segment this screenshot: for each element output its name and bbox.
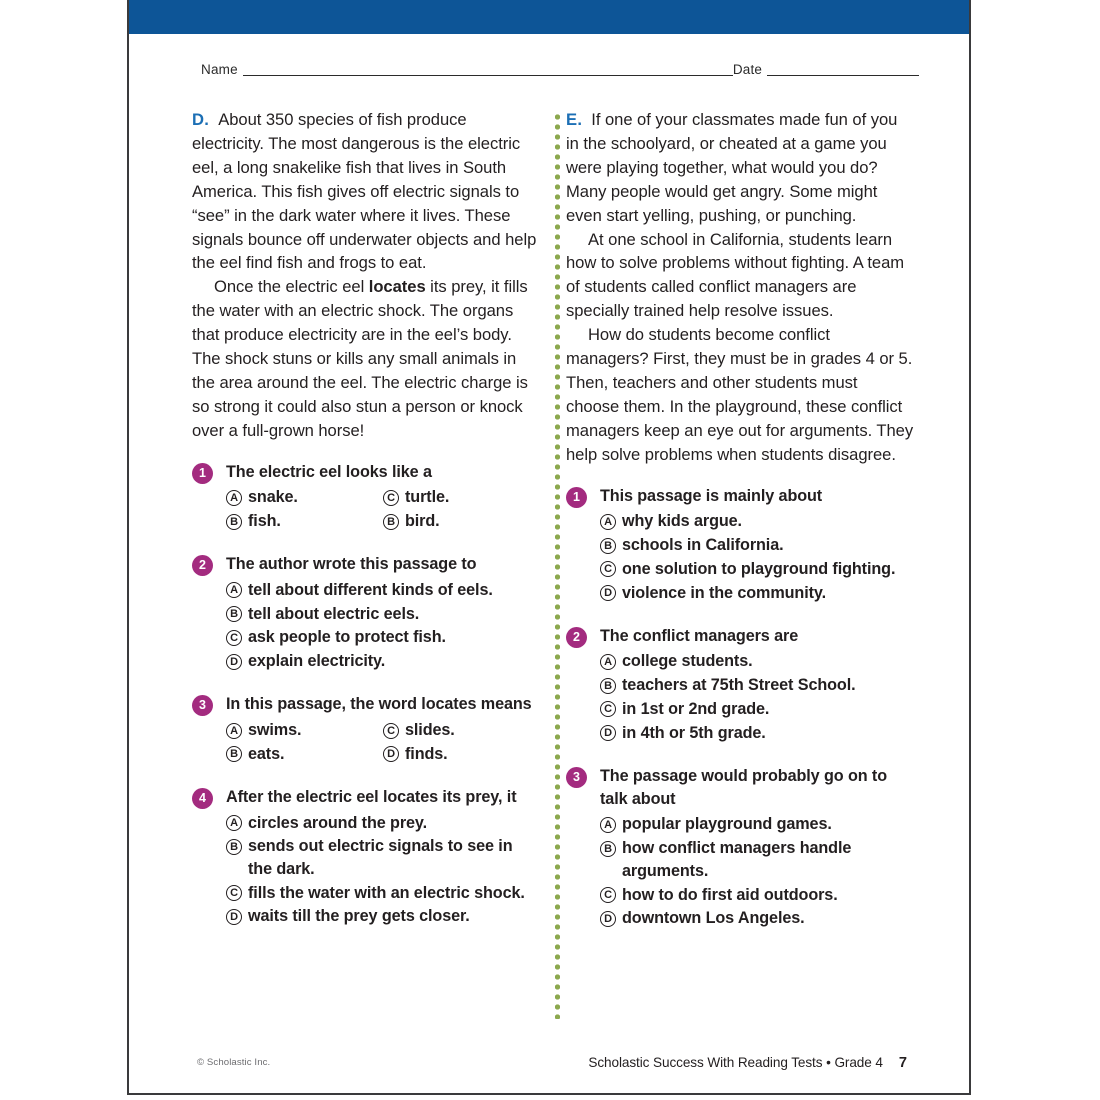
option-list — [226, 811, 540, 929]
question-body — [566, 485, 914, 605]
name-label: Name — [201, 61, 238, 77]
option-row[interactable] — [600, 907, 914, 931]
option-letter-icon: D — [226, 909, 242, 925]
question-body — [192, 693, 540, 766]
option-letter-icon: A — [600, 514, 616, 530]
right-passage — [566, 108, 914, 467]
section-letter-d: D. — [192, 110, 210, 129]
option-list — [600, 510, 914, 605]
right-column — [566, 108, 914, 951]
question-stem: This passage is mainly about — [600, 486, 823, 505]
question-item — [192, 786, 540, 929]
option-letter-icon: A — [600, 817, 616, 833]
option-letter-icon: C — [383, 723, 399, 739]
option-letter-icon: B — [226, 514, 242, 530]
right-paragraph-1 — [566, 108, 914, 228]
question-item — [192, 693, 540, 766]
option-list — [226, 718, 540, 766]
option-text: one solution to playground fighting. — [622, 559, 896, 578]
page-footer — [129, 1055, 969, 1075]
option-row[interactable] — [383, 509, 540, 533]
option-text: finds. — [405, 744, 448, 763]
question-number-badge: 3 — [566, 767, 587, 788]
option-letter-icon: D — [600, 585, 616, 601]
option-text: how to do first aid outdoors. — [622, 885, 838, 904]
option-text: in 1st or 2nd grade. — [622, 699, 770, 718]
header-bar — [129, 0, 969, 34]
question-number-badge: 1 — [566, 487, 587, 508]
option-text: teachers at 75th Street School. — [622, 676, 856, 695]
question-item — [192, 461, 540, 534]
question-number-badge: 3 — [192, 695, 213, 716]
option-text: tell about different kinds of eels. — [248, 580, 493, 599]
question-stem: The conflict managers are — [600, 626, 799, 645]
option-row[interactable] — [600, 533, 914, 557]
option-row[interactable] — [226, 835, 540, 881]
option-row[interactable] — [600, 557, 914, 581]
copyright-text: © Scholastic Inc. — [197, 1057, 271, 1068]
option-text: in 4th or 5th grade. — [622, 723, 766, 742]
option-row[interactable] — [226, 650, 540, 674]
footer-right-group — [588, 1055, 907, 1071]
page-number: 7 — [898, 1055, 907, 1071]
option-text: fills the water with an electric shock. — [248, 883, 525, 902]
option-text: fish. — [248, 512, 281, 531]
option-letter-icon: C — [226, 630, 242, 646]
option-row[interactable] — [226, 578, 540, 602]
right-paragraph-3: How do students become conflict managers? First, they must be in grades 4 or 5. Then, teachers and other students must choose them. In the playground, these conflict managers keep an eye out for arguments. They help solve problems when students disagree. — [566, 325, 914, 464]
option-letter-icon: B — [600, 678, 616, 694]
option-text: waits till the prey gets closer. — [248, 907, 470, 926]
option-row[interactable] — [226, 509, 383, 533]
option-letter-icon: C — [226, 885, 242, 901]
option-text: violence in the community. — [622, 583, 826, 602]
option-text: snake. — [248, 488, 298, 507]
option-row[interactable] — [600, 837, 914, 883]
question-stem: The electric eel looks like a — [226, 462, 432, 481]
option-text: slides. — [405, 720, 455, 739]
question-stem: The author wrote this passage to — [226, 555, 477, 574]
option-row[interactable] — [226, 742, 383, 766]
option-letter-icon: B — [226, 746, 242, 762]
question-item — [192, 553, 540, 673]
option-row[interactable] — [383, 742, 540, 766]
option-text: bird. — [405, 512, 440, 531]
question-body — [192, 461, 540, 534]
option-letter-icon: A — [226, 723, 242, 739]
option-letter-icon: B — [383, 514, 399, 530]
option-row[interactable] — [600, 721, 914, 745]
option-row[interactable] — [383, 486, 540, 510]
option-list — [226, 486, 540, 534]
left-paragraph-1-text: About 350 species of fish produce electricity. The most dangerous is the electric eel, a long snakelike fish that lives in South America. This fish gives off electric signals to “see” in the dark water where it lives. These signals bounce off underwater objects and help the eel find fish and frogs to eat. — [192, 110, 537, 273]
left-passage — [192, 108, 540, 443]
option-list — [226, 578, 540, 673]
keyword-locates: locates — [421, 695, 477, 714]
option-text: how conflict managers handle arguments. — [622, 839, 852, 880]
question-item — [566, 485, 914, 605]
option-row[interactable] — [226, 881, 540, 905]
left-paragraph-2 — [192, 275, 540, 442]
question-stem: After the electric eel locates its prey, it — [226, 787, 517, 806]
option-row[interactable] — [226, 602, 540, 626]
question-body — [566, 765, 914, 931]
option-row[interactable] — [600, 697, 914, 721]
question-stem — [226, 693, 540, 716]
option-row[interactable] — [600, 883, 914, 907]
question-stem: The passage would probably go on to talk about — [600, 766, 887, 808]
option-letter-icon: C — [383, 490, 399, 506]
name-date-row — [201, 62, 913, 76]
date-input-line[interactable] — [767, 62, 919, 76]
option-text: downtown Los Angeles. — [622, 909, 805, 928]
option-letter-icon: C — [600, 701, 616, 717]
question-number-badge: 2 — [192, 555, 213, 576]
option-row[interactable] — [600, 650, 914, 674]
option-row[interactable] — [226, 626, 540, 650]
question-item — [566, 625, 914, 745]
question-body — [192, 553, 540, 673]
question-body — [192, 786, 540, 929]
left-paragraph-2-before: Once the electric eel — [214, 277, 369, 297]
columns-container — [129, 108, 969, 1018]
left-column — [192, 108, 540, 949]
option-letter-icon: B — [600, 841, 616, 857]
option-letter-icon: B — [226, 606, 242, 622]
option-letter-icon: A — [226, 490, 242, 506]
date-label: Date — [732, 61, 763, 77]
option-text: ask people to protect fish. — [248, 628, 446, 647]
option-text: eats. — [248, 744, 285, 763]
option-row[interactable] — [600, 581, 914, 605]
option-letter-icon: D — [600, 725, 616, 741]
option-text: popular playground games. — [622, 815, 832, 834]
option-row[interactable] — [226, 811, 540, 835]
option-row[interactable] — [226, 486, 383, 510]
section-letter-e: E. — [566, 110, 583, 129]
question-number-badge: 1 — [192, 463, 213, 484]
option-list — [600, 813, 914, 931]
question-number-badge: 2 — [566, 627, 587, 648]
option-row[interactable] — [600, 674, 914, 698]
option-text: tell about electric eels. — [248, 604, 420, 623]
question-stem-before: In this passage, the word — [226, 695, 422, 714]
option-text: schools in California. — [622, 535, 784, 554]
option-letter-icon: B — [226, 839, 242, 855]
option-list — [600, 650, 914, 745]
option-text: turtle. — [405, 488, 450, 507]
question-body — [566, 625, 914, 745]
option-row[interactable] — [600, 510, 914, 534]
option-row[interactable] — [600, 813, 914, 837]
option-text: explain electricity. — [248, 652, 386, 671]
option-letter-icon: A — [226, 815, 242, 831]
footer-book-title: Scholastic Success With Reading Tests • Grade 4 — [588, 1055, 883, 1070]
right-question-list — [566, 485, 914, 931]
option-letter-icon: A — [226, 582, 242, 598]
option-letter-icon: D — [600, 911, 616, 927]
left-question-list — [192, 461, 540, 929]
option-letter-icon: A — [600, 654, 616, 670]
option-text: circles around the prey. — [248, 813, 428, 832]
option-letter-icon: D — [383, 746, 399, 762]
question-stem-after: means — [476, 695, 532, 714]
option-letter-icon: D — [226, 654, 242, 670]
option-text: why kids argue. — [622, 512, 742, 531]
worksheet-page — [127, 0, 971, 1095]
left-paragraph-2-after: its prey, it fills the water with an electric shock. The organs that produce electricity are in the eel’s body. The shock stuns or kills any small animals in the area around the eel. The electric charge is so strong it could also stun a person or knock over a full-grown horse! — [192, 277, 528, 440]
option-row[interactable] — [383, 718, 540, 742]
option-row[interactable] — [226, 905, 540, 929]
question-item — [566, 765, 914, 931]
right-paragraph-1-text: If one of your classmates made fun of you in the schoolyard, or cheated at a game you were playing together, what would you do? Many people would get angry. Some might even start yelling, pushing, or punching. — [566, 110, 898, 225]
right-paragraph-2: At one school in California, students learn how to solve problems without fighting. A team of students called conflict managers are specially trained help resolve issues. — [566, 229, 905, 321]
option-text: college students. — [622, 652, 753, 671]
option-text: sends out electric signals to see in the dark. — [248, 837, 513, 878]
left-paragraph-1 — [192, 108, 540, 275]
name-input-line[interactable] — [243, 62, 733, 76]
option-text: swims. — [248, 720, 302, 739]
column-divider-dotted — [555, 112, 560, 1019]
option-letter-icon: C — [600, 887, 616, 903]
option-row[interactable] — [226, 718, 383, 742]
option-letter-icon: C — [600, 561, 616, 577]
question-number-badge: 4 — [192, 788, 213, 809]
keyword-locates: locates — [368, 277, 426, 297]
option-letter-icon: B — [600, 538, 616, 554]
